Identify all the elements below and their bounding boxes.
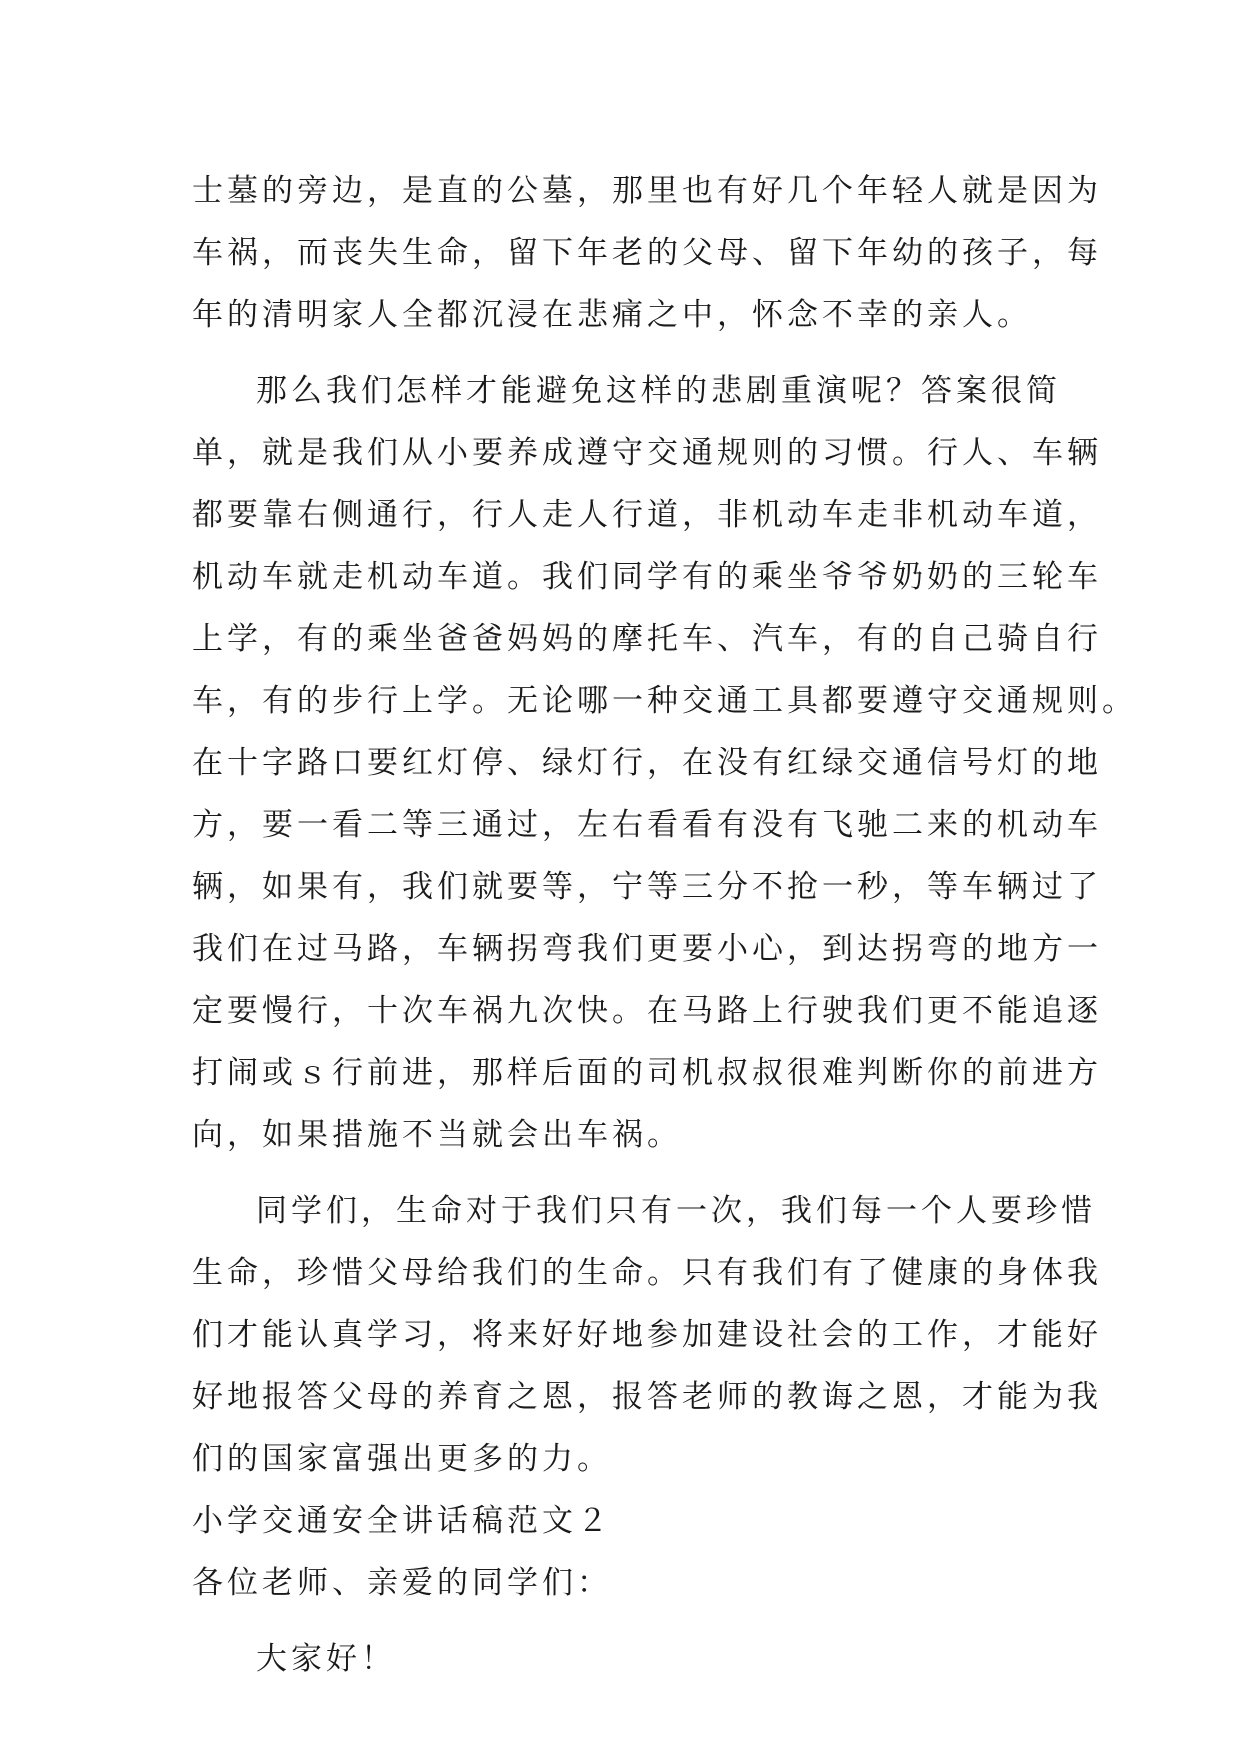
paragraph-spacer — [192, 1166, 1062, 1180]
text-line: 车祸，而丧失生命，留下年老的父母、留下年幼的孩子，每 — [192, 235, 1102, 271]
text-line: 年的清明家人全都沉浸在悲痛之中，怀念不幸的亲人。 — [192, 297, 1032, 333]
text-line: 那么我们怎样才能避免这样的悲剧重演呢？答案很简 — [256, 373, 1061, 409]
text-line: 打闹或ｓ行前进，那样后面的司机叔叔很难判断你的前进方 — [192, 1055, 1102, 1091]
text-line: 都要靠右侧通行，行人走人行道，非机动车走非机动车道， — [192, 497, 1102, 533]
document-body — [192, 160, 1137, 1690]
text-line: 单，就是我们从小要养成遵守交通规则的习惯。行人、车辆 — [192, 435, 1102, 471]
text-line: 机动车就走机动车道。我们同学有的乘坐爷爷奶奶的三轮车 — [192, 559, 1102, 595]
paragraph-2 — [192, 360, 1137, 1166]
text-line: 士墓的旁边，是直的公墓，那里也有好几个年轻人就是因为 — [192, 173, 1102, 209]
text-line: 车，有的步行上学。无论哪一种交通工具都要遵守交通规则。 — [192, 683, 1137, 719]
section-heading: 小学交通安全讲话稿范文２ — [192, 1503, 612, 1539]
text-line: 生命，珍惜父母给我们的生命。只有我们有了健康的身体我 — [192, 1255, 1102, 1291]
text-line: 定要慢行，十次车祸九次快。在马路上行驶我们更不能追逐 — [192, 993, 1102, 1029]
text-line: 好地报答父母的养育之恩，报答老师的教诲之恩，才能为我 — [192, 1379, 1102, 1415]
text-line: 我们在过马路，车辆拐弯我们更要小心，到达拐弯的地方一 — [192, 931, 1102, 967]
text-line: 上学，有的乘坐爸爸妈妈的摩托车、汽车，有的自己骑自行 — [192, 621, 1102, 657]
paragraph-1 — [192, 160, 1102, 346]
text-line: 方，要一看二等三通过，左右看看有没有飞驰二来的机动车 — [192, 807, 1102, 843]
paragraph-spacer — [192, 346, 1062, 360]
text-line: 同学们，生命对于我们只有一次，我们每一个人要珍惜 — [256, 1193, 1096, 1229]
text-line: 们才能认真学习，将来好好地参加建设社会的工作，才能好 — [192, 1317, 1102, 1353]
paragraph-spacer — [192, 1614, 1062, 1628]
salutation: 各位老师、亲爱的同学们： — [192, 1565, 612, 1601]
greeting: 大家好！ — [256, 1641, 396, 1677]
text-line: 们的国家富强出更多的力。 — [192, 1441, 612, 1477]
text-line: 辆，如果有，我们就要等，宁等三分不抢一秒，等车辆过了 — [192, 869, 1102, 905]
text-line: 在十字路口要红灯停、绿灯行，在没有红绿交通信号灯的地 — [192, 745, 1102, 781]
paragraph-3 — [192, 1180, 1102, 1490]
text-line: 向，如果措施不当就会出车祸。 — [192, 1117, 682, 1153]
